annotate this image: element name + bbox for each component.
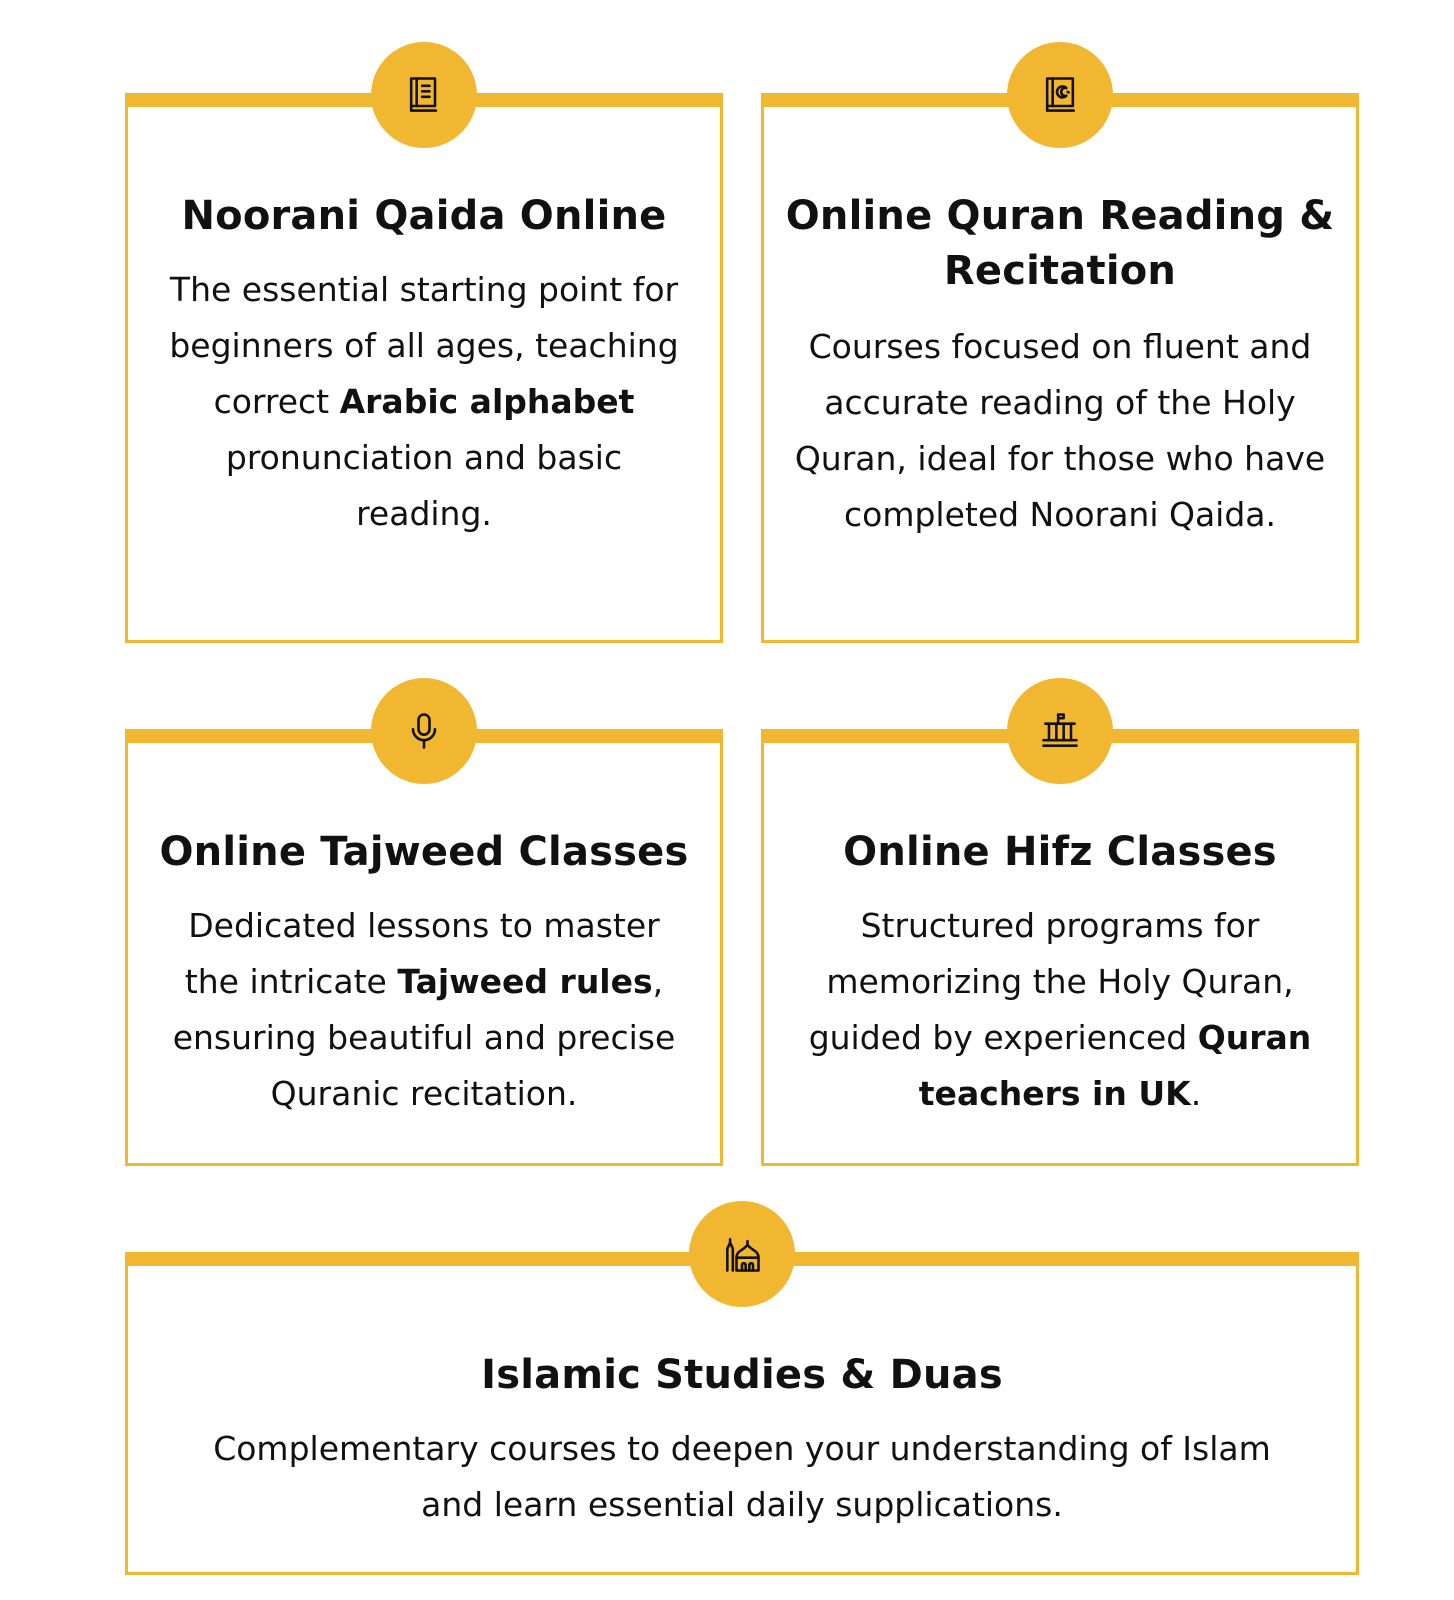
card-description: Complementary courses to deepen your understanding of Islam and learn essential daily supplications. — [213, 1429, 1271, 1524]
quran-stand-icon — [1007, 678, 1113, 784]
highlight-text: Arabic alphabet — [339, 382, 635, 421]
card-title: Online Quran Reading & Recitation — [785, 193, 1335, 294]
course-card-quran-reading[interactable] — [761, 93, 1359, 643]
card-description: Dedicated lessons to master the intricate Tajweed rules, ensuring beautiful and precise Quranic recitation. — [172, 906, 676, 1113]
course-card-islamic-studies[interactable] — [125, 1252, 1359, 1575]
card-title: Noorani Qaida Online — [181, 193, 667, 239]
card-description: Structured programs for memorizing the Holy Quran, guided by experienced Quran teachers in UK. — [808, 906, 1312, 1113]
card-description: The essential starting point for beginners of all ages, teaching correct Arabic alphabet pronunciation and basic reading. — [169, 270, 679, 533]
book-icon — [371, 42, 477, 148]
quran-crescent-icon — [1007, 42, 1113, 148]
highlight-text: Quran teachers in UK — [918, 1018, 1312, 1113]
card-title: Online Hifz Classes — [843, 829, 1277, 875]
course-card-tajweed[interactable] — [125, 729, 723, 1166]
card-title: Islamic Studies & Duas — [481, 1352, 1003, 1398]
card-description: Courses focused on fluent and accurate reading of the Holy Quran, ideal for those who have completed Noorani Qaida. — [794, 327, 1326, 534]
course-card-noorani-qaida[interactable] — [125, 93, 723, 643]
highlight-text: Tajweed rules — [397, 962, 653, 1001]
mosque-icon — [689, 1201, 795, 1307]
course-card-hifz[interactable] — [761, 729, 1359, 1166]
microphone-icon — [371, 678, 477, 784]
card-title: Online Tajweed Classes — [159, 829, 689, 875]
